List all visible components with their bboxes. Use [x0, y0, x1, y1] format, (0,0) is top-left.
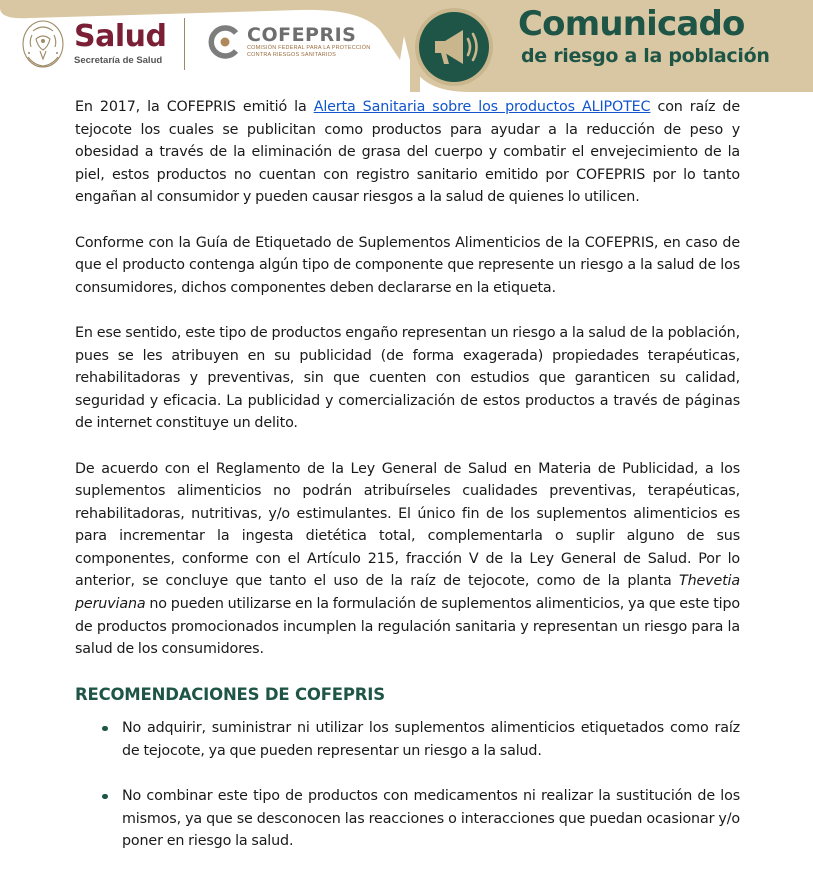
cofepris-logo [208, 20, 370, 64]
salud-logo [20, 14, 166, 74]
paragraph-1-intro: En 2017, la COFEPRIS emitió la [75, 99, 314, 115]
comunicado-subtitle: de riesgo a la población [521, 45, 770, 67]
species-name: Thevetia peruviana [75, 573, 740, 613]
comunicado-title: Comunicado [518, 4, 745, 44]
paragraph-riesgo: En ese sentido, este tipo de productos engaño representan un riesgo a la salud de la población, pues se les atribuyen en su publicidad (de forma exagerada) propiedades terapéuticas, rehabilitadoras y preventivas, sin que cuenten con estudios que garanticen su calidad, seguridad y eficacia. La publicidad y comercialización de estos productos a través de páginas de internet constituye un delito. [75, 324, 740, 432]
bullet-icon [100, 717, 110, 740]
paragraph-alipotec [75, 96, 740, 209]
logo-divider [184, 18, 185, 70]
salud-subtitle: Secretaría de Salud [74, 55, 163, 66]
cofepris-subtitle-line2: CONTRA RIESGOS SANITARIOS [247, 52, 336, 58]
document-body [75, 96, 740, 876]
alerta-sanitaria-link[interactable]: Alerta Sanitaria sobre los productos ALIPOTEC [313, 99, 651, 115]
paragraph-1-rest: con raíz de tejocote los cuales se publicitan como productos para ayudar a la reducción de peso y obesidad a través de la eliminación de grasa del cuerpo y combatir el envejecimiento de la piel, estos productos no cuentan con registro sanitario emitido por COFEPRIS por lo tanto engañan al consumidor y pueden causar riesgos a la salud de quienes lo utilicen. [75, 99, 740, 206]
paragraph-4-rest: no pueden utilizarse en la formulación de suplementos alimenticios, ya que este tipo de productos promocionados incumplen la regulación sanitaria y representan un riesgo para la salud de los consumidores. [75, 596, 740, 658]
cofepris-wordmark: COFEPRIS [247, 24, 357, 46]
list-item [75, 717, 740, 762]
paragraph-reglamento [75, 458, 740, 661]
mexico-coat-of-arms-icon [20, 17, 66, 71]
recommendation-text: No combinar este tipo de productos con medicamentos ni realizar la sustitución de los mismos, ya que se desconocen las reacciones o interacciones que puedan ocasionar y/o poner en riesgo la salud. [122, 788, 740, 850]
document-header [0, 0, 813, 92]
recommendations-heading: RECOMENDACIONES DE COFEPRIS [75, 685, 385, 705]
megaphone-icon [413, 6, 495, 88]
list-item [75, 785, 740, 853]
cofepris-emblem-icon [208, 25, 242, 59]
salud-wordmark: Salud [74, 19, 167, 54]
cofepris-subtitle-line1: COMISIÓN FEDERAL PARA LA PROTECCIÓN [247, 45, 371, 51]
recommendation-text: No adquirir, suministrar ni utilizar los suplementos alimenticios etiquetados como raíz de tejocote, ya que pueden representar un riesgo a la salud. [122, 720, 740, 760]
paragraph-4-intro: De acuerdo con el Reglamento de la Ley General de Salud en Materia de Publicidad, a los suplementos alimenticios no podrán atribuírseles cualidades preventivas, terapéuticas, rehabilitadoras, nutritivas, y/o estimulantes. El único fin de los suplementos alimenticios es para incrementar la ingesta dietética total, complementarla o suplir alguno de sus componentes, conforme con el Artículo 215, fracción V de la Ley General de Salud. Por lo anterior, se concluye que tanto el uso de la raíz de tejocote, como de la planta [75, 460, 740, 590]
recommendations-list [75, 717, 740, 853]
bullet-icon [100, 785, 110, 808]
paragraph-guia-etiquetado: Conforme con la Guía de Etiquetado de Suplementos Alimenticios de la COFEPRIS, en caso de que el producto contenga algún tipo de componente que represente un riesgo a la salud de los consumidores, dichos componentes deben declararse en la etiqueta. [75, 234, 740, 296]
